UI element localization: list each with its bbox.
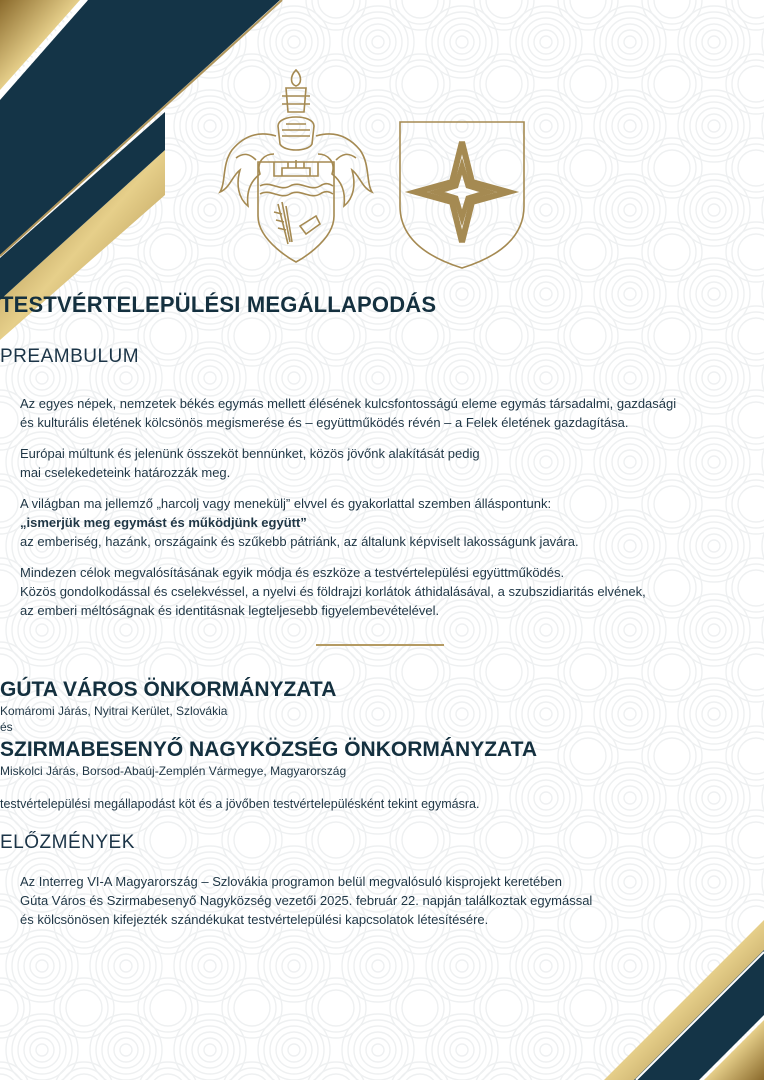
history-paragraph	[20, 872, 744, 929]
corner-decoration-bottom-right	[604, 920, 764, 1080]
section-divider	[316, 644, 444, 646]
preamble-paragraph-1	[20, 394, 744, 432]
motto-line: „ismerjük meg egymást és működjünk együtt”	[20, 515, 307, 530]
agreement-statement: testvértelepülési megállapodást köt és a jövőben testvértelepülésként tekint egymásra.	[0, 797, 480, 811]
party-1-location: Komáromi Járás, Nyitrai Kerület, Szlovákia	[0, 704, 228, 718]
conjunction: és	[0, 720, 13, 734]
party-1-name: GÚTA VÁROS ÖNKORMÁNYZATA	[0, 678, 337, 701]
party-2-location: Miskolci Járás, Borsod-Abaúj-Zemplén Vármegye, Magyarország	[0, 764, 347, 778]
guta-coat-of-arms-icon	[216, 66, 376, 272]
text-line: Az egyes népek, nemzetek békés egymás mellett élésének kulcsfontosságú eleme egymás társadalmi, gazdasági	[20, 396, 677, 411]
text-line: Gúta Város és Szirmabesenyő Nagyközség vezetői 2025. február 22. napján találkoztak egymással	[20, 893, 593, 908]
party-2-name: SZIRMABESENYŐ NAGYKÖZSÉG ÖNKORMÁNYZATA	[0, 738, 538, 761]
text-line: az emberi méltóságnak és identitásnak legteljesebb figyelembevételével.	[20, 603, 440, 618]
text-line: mai cselekedeteink határozzák meg.	[20, 465, 231, 480]
text-line: és kulturális életének kölcsönös megismerése és – együttműködés révén – a Felek életének gazdagítása.	[20, 415, 629, 430]
text-line: Mindezen célok megvalósításának egyik módja és eszköze a testvértelepülési együttműködés.	[20, 565, 565, 580]
text-line: Az Interreg VI-A Magyarország – Szlovákia programon belül megvalósuló kisprojekt keretében	[20, 874, 562, 889]
szirmabesenyo-coat-of-arms-icon	[396, 118, 528, 270]
preamble-paragraph-2	[20, 444, 744, 482]
preamble-paragraph-3	[20, 494, 744, 551]
preamble-paragraph-4	[20, 563, 744, 620]
preamble-heading: PREAMBULUM	[0, 346, 140, 367]
text-line: Közös gondolkodással és cselekvéssel, a nyelvi és földrajzi korlátok áthidalásával, a szubszidiaritás elvének,	[20, 584, 646, 599]
text-line: és kölcsönösen kifejezték szándékukat testvértelepülési kapcsolatok létesítésére.	[20, 912, 489, 927]
document-title: TESTVÉRTELEPÜLÉSI MEGÁLLAPODÁS	[0, 292, 437, 317]
text-line: Európai múltunk és jelenünk összeköt bennünket, közös jövőnk alakítását pedig	[20, 446, 480, 461]
text-line: az emberiség, hazánk, országaink és szűkebb pátriánk, az általunk képviselt lakosságunk javára.	[20, 534, 579, 549]
history-heading: ELŐZMÉNYEK	[0, 832, 135, 853]
text-line: A világban ma jellemző „harcolj vagy menekülj” elvvel és gyakorlattal szemben álláspontunk:	[20, 496, 552, 511]
